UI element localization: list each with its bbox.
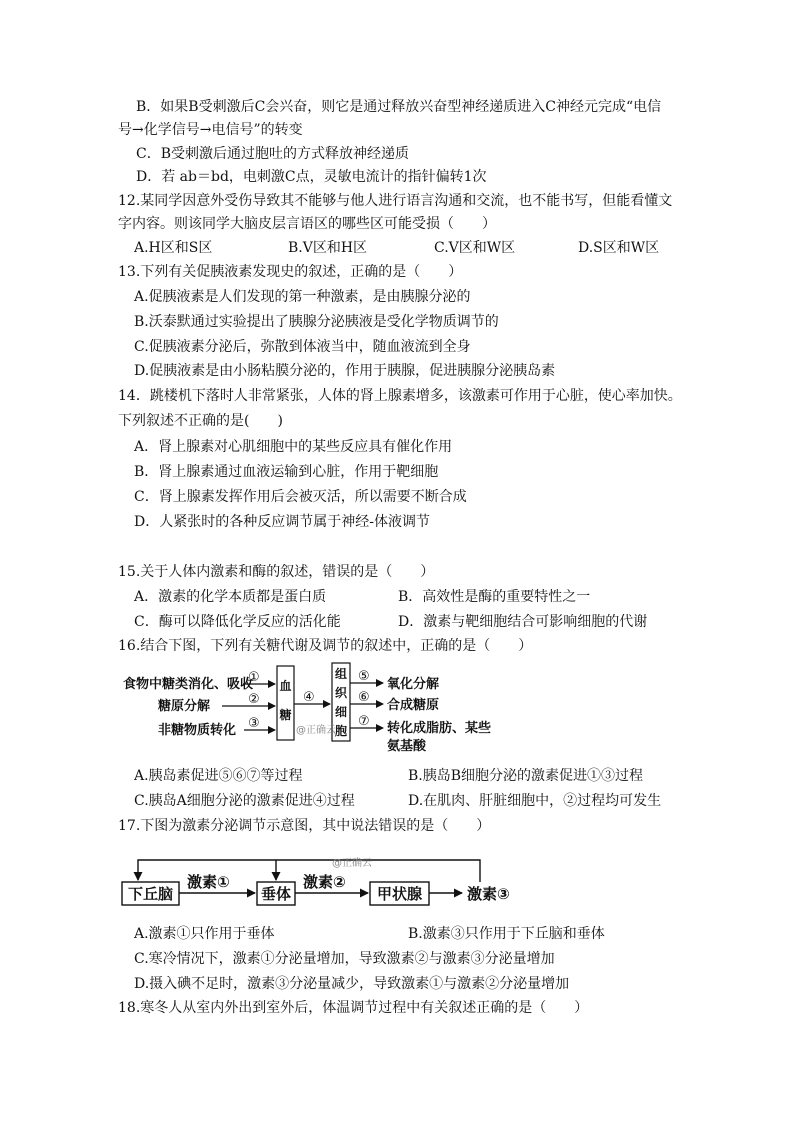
hormone-3-label: 激素③	[467, 885, 510, 903]
q12-option-d: D.S区和W区	[578, 240, 660, 256]
blood-char-2: 糖	[279, 708, 292, 722]
pituitary-label: 垂体	[260, 885, 292, 903]
q17-option-b: B.激素③只作用于下丘脑和垂体	[408, 926, 605, 942]
q17-option-d: D.摄入碘不足时，激素③分泌量减少，导致激素①与激素②分泌量增加	[134, 976, 570, 992]
output-oxidation-label: 氧化分解	[387, 677, 440, 692]
q13-option-b: B.沃泰默通过实验提出了胰腺分泌胰液是受化学物质调节的	[134, 314, 499, 330]
q15-option-a: A．激素的化学本质都是蛋白质	[134, 589, 327, 605]
q14-option-b: B．肾上腺素通过血液运输到心脏，作用于靶细胞	[134, 464, 439, 480]
source-glycogenolysis-label: 糖原分解	[158, 699, 211, 714]
q14-option-c: C．肾上腺素发挥作用后会被灭活，所以需要不断合成	[134, 489, 467, 505]
source-gluconeogenesis-label: 非糖物质转化	[158, 723, 237, 738]
q14-option-a: A．肾上腺素对心肌细胞中的某些反应具有催化作用	[134, 439, 453, 455]
watermark-16: @正确云	[296, 725, 336, 736]
q17-options-row1	[134, 925, 694, 943]
step-num-1: ①	[248, 670, 260, 685]
q14-option-d: D．人紧张时的各种反应调节属于神经-体液调节	[134, 514, 430, 530]
q16-option-a: A.胰岛素促进⑤⑥⑦等过程	[134, 768, 303, 784]
q12-stem-line2: 字内容。则该同学大脑皮层言语区的哪些区可能受损（ ）	[118, 216, 496, 232]
q11-option-b-line1: B．如果B受刺激后C会兴奋，则它是通过释放兴奋型神经递质进入C神经元完成“电信	[136, 99, 662, 115]
thyroid-label: 甲状腺	[376, 885, 423, 903]
q13-option-d: D.促胰液素是由小肠粘膜分泌的，作用于胰腺，促进胰腺分泌胰岛素	[134, 363, 556, 379]
q14-stem-line2: 下列叙述不正确的是( )	[118, 413, 283, 429]
q12-option-b: B.V区和H区	[288, 240, 368, 256]
step-num-2: ②	[248, 692, 260, 707]
q11-option-d: D．若 ab＝bd，电刺激C点，灵敏电流计的指针偏转1次	[136, 169, 487, 185]
source-digestion-label: 食物中糖类消化、吸收	[123, 677, 254, 692]
q16-option-c: C.胰岛A细胞分泌的激素促进④过程	[134, 793, 355, 809]
q17-option-c: C.寒冷情况下，激素①分泌量增加，导致激素②与激素③分泌量增加	[134, 951, 555, 967]
q12-option-a: A.H区和S区	[134, 240, 213, 256]
step-num-6: ⑥	[358, 690, 370, 705]
q11-option-c: C．B受刺激后通过胞吐的方式释放神经递质	[136, 146, 409, 162]
q11-option-b-line2: 号→化学信号→电信号”的转变	[118, 122, 303, 138]
step-num-3: ③	[248, 716, 260, 731]
q16-option-b: B.胰岛B细胞分泌的激素促进①③过程	[408, 768, 644, 784]
q17-stem: 17.下图为激素分泌调节示意图，其中说法错误的是（ ）	[118, 818, 491, 834]
tissue-char-4: 胞	[334, 724, 348, 738]
q13-option-c: C.促胰液素分泌后，弥散到体液当中，随血液流到全身	[134, 339, 471, 355]
q15-stem: 15.关于人体内激素和酶的叙述，错误的是（ ）	[118, 564, 435, 580]
watermark-17: @正确云	[332, 858, 372, 869]
tissue-char-2: 织	[334, 686, 348, 700]
hypothalamus-label: 下丘脑	[127, 885, 174, 903]
hormone-1-label: 激素①	[187, 873, 230, 891]
output-conversion-label: 转化成脂肪、某些	[387, 721, 492, 736]
output-glycogen-label: 合成糖原	[387, 698, 440, 713]
tissue-char-3: 细	[334, 705, 348, 719]
q17-option-a: A.激素①只作用于垂体	[134, 926, 275, 942]
q12-option-c: C.V区和W区	[434, 240, 516, 256]
q15-option-c: C．酶可以降低化学反应的活化能	[134, 614, 341, 630]
output-amino-acid-label: 氨基酸	[387, 739, 427, 754]
step-num-4: ④	[303, 690, 315, 705]
q15-option-b: B．高效性是酶的重要特性之一	[398, 589, 591, 605]
q16-stem: 16.结合下图，下列有关糖代谢及调节的叙述中，正确的是（ ）	[118, 638, 533, 654]
q12-stem-line1: 12.某同学因意外受伤导致其不能够与他人进行语言沟通和交流，也不能书写，但能看懂文	[118, 193, 673, 209]
q15-option-d: D．激素与靶细胞结合可影响细胞的代谢	[398, 614, 648, 630]
q13-option-a: A.促胰液素是人们发现的第一种激素，是由胰腺分泌的	[134, 289, 471, 305]
blood-char-1: 血	[279, 679, 292, 693]
q13-stem: 13.下列有关促胰液素发现史的叙述，正确的是（ ）	[118, 264, 463, 280]
step-num-7: ⑦	[358, 714, 370, 729]
tissue-char-1: 组	[334, 667, 348, 681]
hormone-2-label: 激素②	[303, 873, 346, 891]
q18-stem: 18.寒冬人从室内外出到室外后，体温调节过程中有关叙述正确的是（ ）	[118, 1000, 589, 1016]
q16-option-d: D.在肌肉、肝脏细胞中，②过程均可发生	[408, 793, 662, 809]
step-num-5: ⑤	[358, 669, 370, 684]
q14-stem-line1: 14．跳楼机下落时人非常紧张，人体的肾上腺素增多，该激素可作用于心脏，使心率加快。	[118, 388, 682, 404]
